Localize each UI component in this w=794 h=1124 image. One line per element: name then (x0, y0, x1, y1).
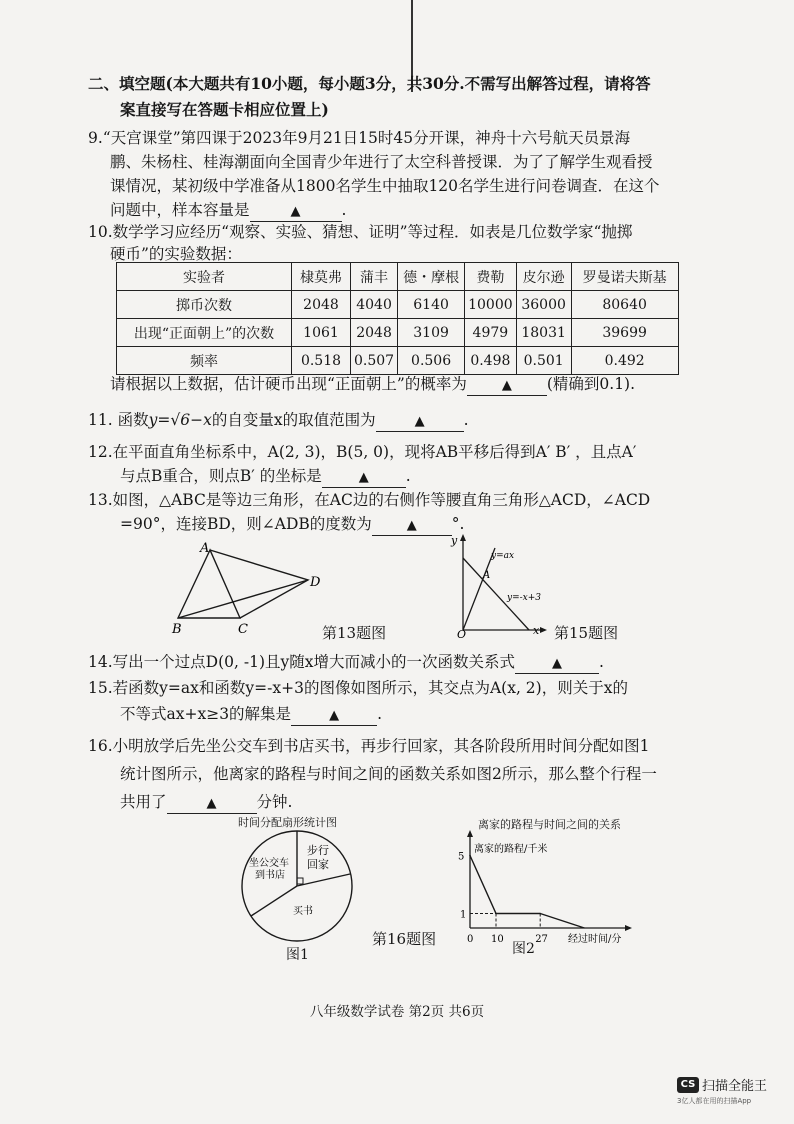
q11-answer-blank[interactable] (376, 411, 464, 432)
q12-text-1: 在平面直角坐标系中，A(2, 3)，B(5, 0)，现将AB平移后得到A′ B′ ，且点A′ (112, 443, 637, 461)
pie-label-bus-2: 到书店 (255, 870, 285, 881)
table-cell: 2048 (292, 291, 351, 319)
answer-triangle-icon: ▲ (358, 470, 369, 485)
fig16-2-caption: 图2 (512, 941, 535, 957)
q11-end: . (463, 411, 469, 429)
table-header-cell: 罗曼诺夫斯基 (571, 263, 678, 291)
table-cell: 出现“正面朝上”的次数 (117, 319, 292, 347)
fig16-1-caption: 图1 (286, 947, 309, 963)
q15-text-2: 不等式ax+x≥3的解集是 (120, 705, 292, 723)
q14-number: 14. (88, 653, 113, 671)
q9-text-1: “天宫课堂”第四课于2023年9月21日15时45分开课，神舟十六号航天员景海 (102, 129, 631, 147)
cs-tagline: 3亿人都在用的扫描App (677, 1097, 752, 1105)
q10-text-1: 数学学习应经历“观察、实验、猜想、证明”等过程．如表是几位数学家“抛掷 (112, 223, 633, 241)
fig15-label-o: O (457, 628, 467, 640)
q15-end: . (377, 705, 382, 723)
table-row (117, 291, 679, 319)
pie-divider (297, 874, 350, 886)
table-header-cell: 德・摩根 (398, 263, 465, 291)
fig13-caption: 第13题图 (322, 624, 387, 642)
section-instruction-2: 案直接写在答题卡相应位置上) (120, 100, 329, 119)
table-cell: 0.506 (398, 347, 465, 375)
q11-text-a: 函数 (117, 411, 149, 429)
table-cell: 80640 (571, 291, 678, 319)
q16-number: 16. (88, 737, 113, 755)
section-instruction-1: (本大题共有10小题，每小题3分，共30分.不需写出解答过程，请将答 (165, 74, 651, 93)
q13-end: °. (451, 515, 465, 533)
table-cell: 掷币次数 (117, 291, 292, 319)
figure-13 (160, 540, 340, 640)
q14-end: . (599, 653, 604, 671)
y-axis-arrow-icon (467, 830, 473, 837)
table-cell: 18031 (516, 319, 571, 347)
table-header-cell: 蒲丰 (351, 263, 398, 291)
section-heading: 二、填空题 (88, 74, 166, 93)
q15-line-2 (120, 702, 760, 726)
answer-triangle-icon: ▲ (501, 378, 512, 393)
q10-answer-blank[interactable] (467, 375, 547, 396)
q13-line-2 (120, 512, 760, 536)
table-header-row (117, 263, 679, 291)
pie-divider (251, 886, 297, 916)
q10-text-2: 硬币”的实验数据： (110, 245, 242, 263)
fig16-caption: 第16题图 (372, 930, 437, 948)
q10-line-3 (110, 372, 750, 396)
answer-triangle-icon: ▲ (329, 708, 340, 723)
table-cell: 36000 (516, 291, 571, 319)
pie-label-walk-1: 步行 (307, 844, 329, 857)
answer-triangle-icon: ▲ (290, 204, 301, 219)
table-cell: 0.498 (465, 347, 517, 375)
table-cell: 0.507 (351, 347, 398, 375)
q14-line (88, 650, 728, 674)
q16-line-1 (88, 734, 728, 758)
q10-number: 10. (88, 223, 113, 241)
tick-label-y-5: 5 (458, 851, 465, 863)
data-point (495, 913, 497, 915)
q13-text-2: =90°，连接BD，则∠ADB的度数为 (120, 515, 372, 533)
answer-triangle-icon: ▲ (406, 518, 417, 533)
pie-label-walk-2: 回家 (307, 858, 329, 871)
fig15-line-ax: y=ax (491, 551, 515, 561)
series-line-return (540, 914, 584, 929)
page-footer: 八年级数学试卷 第2页 共6页 (309, 1004, 485, 1020)
q10-text-3: 请根据以上数据，估计硬币出现“正面朝上”的概率为 (110, 375, 467, 393)
coin-toss-table (116, 262, 679, 375)
q12-line-2 (120, 464, 760, 488)
q9-end: . (341, 201, 347, 219)
q9-number: 9. (88, 129, 103, 147)
fig13-label-a: A (200, 541, 210, 556)
q13-answer-blank[interactable] (372, 515, 452, 536)
q11-formula: y=√6−x (148, 411, 212, 429)
table-cell: 1061 (292, 319, 351, 347)
q13-number: 13. (88, 491, 113, 509)
q16-text-3: 共用了 (120, 793, 167, 811)
fig15-label-x: x (533, 624, 540, 637)
fig13-label-c: C (238, 622, 248, 637)
q15-number: 15. (88, 679, 113, 697)
q9-text-4: 问题中，样本容量是 (110, 201, 250, 219)
fig16-2-title: 离家的路程与时间之间的关系 (478, 818, 621, 831)
q10-text-3-end: (精确到0.1). (546, 375, 636, 393)
table-cell: 2048 (351, 319, 398, 347)
q16-text-3-end: 分钟. (256, 793, 293, 811)
q14-text: 写出一个过点D(0, -1)且y随x增大而减小的一次函数关系式 (112, 653, 515, 671)
data-point (469, 855, 471, 857)
table-cell: 39699 (571, 319, 678, 347)
q12-line-1 (88, 440, 728, 464)
tick-label-x-0: 0 (467, 934, 474, 945)
q12-number: 12. (88, 443, 113, 461)
table-row (117, 319, 679, 347)
fig15-label-a: A (483, 570, 491, 581)
answer-triangle-icon: ▲ (206, 796, 217, 811)
q9-text-3: 课情况，某初级中学准备从1800名学生中抽取120名学生进行问卷调查．在这个 (110, 177, 660, 195)
table-header-cell: 实验者 (117, 263, 292, 291)
q16-line-3 (120, 790, 760, 814)
q14-answer-blank[interactable] (515, 653, 599, 674)
table-cell: 0.501 (516, 347, 571, 375)
q15-text-1: 若函数y=ax和函数y=-x+3的图像如图所示，其交点为A(x, 2)，则关于x的 (112, 679, 628, 697)
tick-label-x-10: 10 (491, 934, 504, 945)
table-row (117, 347, 679, 375)
series-line (470, 856, 540, 914)
cs-logo-icon: CS (677, 1077, 699, 1093)
fig15-label-y: y (451, 534, 458, 547)
table-cell: 10000 (465, 291, 517, 319)
table-cell: 4979 (465, 319, 517, 347)
table-cell: 0.492 (571, 347, 678, 375)
right-angle-mark (297, 878, 303, 884)
answer-triangle-icon: ▲ (414, 414, 425, 429)
q9-answer-blank[interactable] (250, 201, 342, 222)
q16-text-1: 小明放学后先坐公交车到书店买书，再步行回家，其各阶段所用时间分配如图1 (112, 737, 650, 755)
fig15-line-neg-x: y=-x+3 (507, 593, 542, 603)
table-cell: 频率 (117, 347, 292, 375)
q15-answer-blank[interactable] (291, 705, 377, 726)
figure-15 (445, 530, 555, 640)
q13-text-1: 如图，△ABC是等边三角形，在AC边的右侧作等腰直角三角形△ACD，∠ACD (112, 491, 651, 509)
fig16-2-xlabel: 经过时间/分 (568, 934, 622, 945)
q11-number: 11. (88, 411, 113, 429)
q16-answer-blank[interactable] (167, 793, 257, 814)
q12-text-2: 与点B重合，则点B′ 的坐标是 (120, 467, 322, 485)
table-cell: 3109 (398, 319, 465, 347)
fig13-label-d: D (310, 575, 321, 590)
fig16-2-ylabel: 离家的路程/千米 (474, 844, 548, 855)
q10-line-1 (88, 220, 728, 244)
pie-label-bus-1: 坐公交车 (249, 858, 289, 869)
section-header-line-1 (88, 72, 728, 96)
tick-label-x-27: 27 (535, 934, 548, 945)
scanner-watermark (677, 1074, 767, 1106)
q12-end: . (405, 467, 411, 485)
q11-line (88, 408, 728, 432)
fig15-caption: 第15题图 (554, 624, 619, 642)
table-header-cell: 费勒 (465, 263, 517, 291)
figure-16-1-pie (235, 826, 365, 944)
q12-answer-blank[interactable] (322, 467, 406, 488)
q9-line-1 (88, 126, 728, 150)
table-header-cell: 皮尔逊 (516, 263, 571, 291)
q9-line-4 (110, 198, 750, 222)
fig16-1-title: 时间分配扇形统计图 (238, 816, 337, 829)
tick-label-y-1: 1 (460, 909, 467, 921)
table-header-cell: 棣莫弗 (292, 263, 351, 291)
x-axis-arrow-icon (625, 925, 632, 931)
table-cell: 4040 (351, 291, 398, 319)
q13-line-1 (88, 488, 728, 512)
figure-16-2-chart (452, 828, 652, 946)
answer-triangle-icon: ▲ (552, 656, 562, 671)
q15-line-1 (88, 676, 728, 700)
table-cell: 0.518 (292, 347, 351, 375)
fig13-label-b: B (172, 622, 182, 637)
q9-text-2: 鹏、朱杨柱、桂海潮面向全国青少年进行了太空科普授课．为了了解学生观看授 (110, 153, 653, 171)
table-cell: 6140 (398, 291, 465, 319)
q16-text-2: 统计图所示，他离家的路程与时间之间的函数关系如图2所示，那么整个行程一 (120, 765, 657, 783)
q11-text-b: 的自变量x的取值范围为 (211, 411, 376, 429)
data-point (539, 913, 541, 915)
pie-label-shop: 买书 (293, 906, 313, 917)
cs-app-name: 扫描全能王 (702, 1079, 768, 1094)
